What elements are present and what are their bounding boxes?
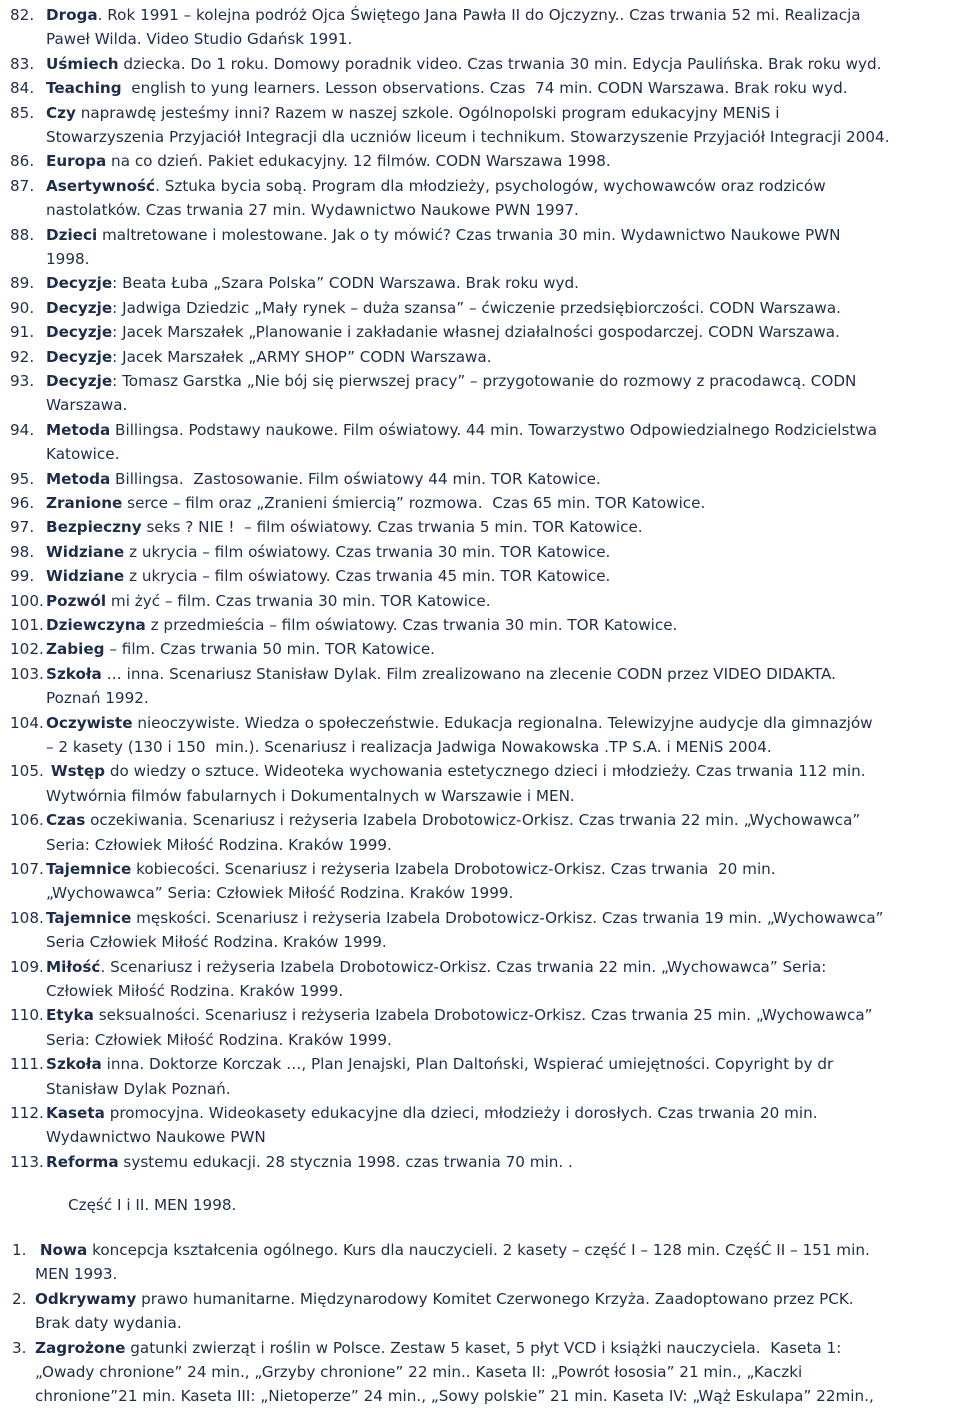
list-item-continuation bbox=[46, 247, 89, 271]
item-title-bold: Miłość bbox=[46, 957, 101, 976]
item-text: nastolatków. Czas trwania 27 min. Wydawnictwo Naukowe PWN 1997. bbox=[46, 201, 579, 220]
list-item-continuation bbox=[46, 1028, 392, 1052]
item-title-bold: Teaching bbox=[46, 79, 122, 98]
item-title-bold: Decyzje bbox=[46, 372, 113, 390]
item-number: 110. bbox=[10, 1006, 44, 1025]
item-title-bold: Dziewczyna bbox=[46, 616, 146, 634]
list-item-continuation bbox=[46, 735, 772, 759]
list-item-line bbox=[46, 271, 579, 295]
list-item-line bbox=[46, 1150, 573, 1174]
item-text: : Beata Łuba „Szara Polska” CODN Warszawa. Brak roku wyd. bbox=[112, 274, 579, 293]
list-item-line bbox=[46, 296, 841, 320]
item-text: . Rok 1991 – kolejna podróż Ojca Świętego Jana Pawła II do Ojczyzny.. Czas trwania 52 mi. Realizacja bbox=[97, 6, 861, 24]
item-title-bold: Odkrywamy bbox=[35, 1289, 137, 1308]
list-item-continuation bbox=[46, 930, 387, 954]
list-item-line bbox=[46, 174, 826, 198]
list-item-line bbox=[46, 1101, 818, 1125]
item-text: english to yung learners. Lesson observations. Czas 74 min. CODN Warszawa. Brak roku wyd. bbox=[121, 79, 848, 98]
item-text: koncepcja kształcenia ogólnego. Kurs dla nauczycieli. 2 kasety – część I – 128 min. CzęśĆ II – 151 min. bbox=[87, 1241, 870, 1259]
list-item-line bbox=[46, 149, 611, 173]
item-title-bold: Uśmiech bbox=[46, 54, 119, 73]
list-item-line bbox=[46, 540, 610, 564]
item-title-bold: Nowa bbox=[39, 1241, 88, 1259]
list-item-line bbox=[46, 52, 882, 76]
list-item-continuation bbox=[46, 881, 513, 905]
item-text: oczekiwania. Scenariusz i reżyseria Izabela Drobotowicz-Orkisz. Czas trwania 22 min. „Wychowawca” bbox=[85, 811, 861, 830]
list-item-line bbox=[46, 491, 705, 515]
item-text: . Scenariusz i reżyseria Izabela Drobotowicz-Orkisz. Czas trwania 22 min. „Wychowawca” Seria: bbox=[100, 957, 827, 976]
item-title-bold: Zagrożone bbox=[35, 1338, 126, 1357]
item-text: systemu edukacji. 28 stycznia 1998. czas trwania 70 min. . bbox=[118, 1152, 573, 1171]
item-number: 112. bbox=[10, 1104, 44, 1122]
item-number: 96. bbox=[10, 494, 35, 512]
list-item-line bbox=[46, 808, 860, 832]
item-number: 83. bbox=[10, 54, 35, 73]
item-number: 93. bbox=[10, 372, 35, 390]
item-text: z ukrycia – film oświatowy. Czas trwania 30 min. TOR Katowice. bbox=[124, 542, 611, 561]
item-title-bold: Tajemnice bbox=[46, 908, 132, 927]
item-number: 3. bbox=[12, 1338, 27, 1357]
item-number: 84. bbox=[10, 79, 35, 98]
item-title-bold: Decyzje bbox=[46, 274, 113, 293]
item-number: 108. bbox=[10, 908, 44, 927]
item-text: Seria Człowiek Miłość Rodzina. Kraków 1999. bbox=[46, 933, 387, 952]
list-item-continuation bbox=[35, 1311, 182, 1335]
list-item-continuation bbox=[46, 833, 392, 857]
list-item-line bbox=[35, 1238, 870, 1262]
list-item-continuation bbox=[46, 784, 575, 808]
item-text: chronione”21 min. Kaseta III: „Nietoperze” 24 min., „Sowy polskie” 21 min. Kaseta IV: „Wąż Eskulapa” 22min., bbox=[35, 1387, 874, 1406]
list-item-line bbox=[46, 857, 776, 881]
list-item-line bbox=[46, 1003, 873, 1027]
item-title-bold: Droga bbox=[46, 6, 98, 24]
item-text: : Jadwiga Dziedzic „Mały rynek – duża szansa” – ćwiczenie przedsiębiorczości. CODN Warszawa. bbox=[112, 298, 841, 317]
list-item-line bbox=[46, 369, 856, 393]
list-item-line bbox=[46, 1052, 833, 1076]
item-number: 113. bbox=[10, 1152, 44, 1171]
list-item-line bbox=[46, 613, 677, 637]
item-number: 100. bbox=[10, 591, 44, 610]
item-number: 97. bbox=[10, 518, 35, 537]
item-text: „Wychowawca” Seria: Człowiek Miłość Rodzina. Kraków 1999. bbox=[46, 884, 514, 903]
item-text: na co dzień. Pakiet edukacyjny. 12 filmów. CODN Warszawa 1998. bbox=[106, 152, 611, 171]
item-text: męskości. Scenariusz i reżyseria Izabela Drobotowicz-Orkisz. Czas trwania 19 min. „Wychowawca” bbox=[131, 908, 884, 927]
item-title-bold: Oczywiste bbox=[46, 713, 133, 732]
item-text: Stowarzyszenia Przyjaciół Integracji dla uczniów liceum i technikum. Stowarzyszenie Przyjaciół Integracji 2004. bbox=[46, 128, 890, 146]
list-item-line bbox=[35, 1287, 854, 1311]
item-title-bold: Szkoła bbox=[46, 1055, 102, 1074]
item-title-bold: Zabieg bbox=[46, 640, 105, 659]
item-number: 94. bbox=[10, 420, 35, 439]
item-text: gatunki zwierząt i roślin w Polsce. Zestaw 5 kaset, 5 płyt VCD i książki nauczyciela. Kaseta 1: bbox=[125, 1338, 842, 1357]
list-item-line bbox=[46, 589, 491, 613]
list-item-continuation bbox=[35, 1360, 802, 1384]
item-number: 85. bbox=[10, 103, 35, 122]
item-number: 109. bbox=[10, 957, 44, 976]
item-text: prawo humanitarne. Międzynarodowy Komitet Czerwonego Krzyża. Zaadoptowano przez PCK. bbox=[136, 1289, 854, 1308]
list-item-line bbox=[46, 711, 873, 735]
item-title-bold: Dzieci bbox=[46, 225, 98, 244]
list-item-line bbox=[46, 223, 841, 247]
item-title-bold: Widziane bbox=[46, 542, 125, 561]
item-text: … inna. Scenariusz Stanisław Dylak. Film zrealizowano na zlecenie CODN przez VIDEO DIDAKTA. bbox=[101, 664, 836, 683]
item-text: Brak daty wydania. bbox=[35, 1314, 182, 1333]
list-item-line bbox=[46, 955, 826, 979]
item-title-bold: Czas bbox=[46, 811, 86, 830]
item-number: 87. bbox=[10, 176, 35, 195]
item-text: MEN 1993. bbox=[35, 1265, 118, 1284]
item-title-bold: Wstęp bbox=[50, 762, 106, 781]
list-item-line bbox=[46, 418, 877, 442]
list-item-line bbox=[46, 320, 840, 344]
item-text: do wiedzy o sztuce. Wideoteka wychowania estetycznego dzieci i młodzieży. Czas trwania 112 min. bbox=[105, 762, 866, 781]
item-title-bold: Pozwól bbox=[46, 591, 107, 610]
item-number: 86. bbox=[10, 152, 35, 171]
item-text: Warszawa. bbox=[46, 396, 128, 415]
item-number: 107. bbox=[10, 860, 44, 878]
list-item-continuation bbox=[35, 1262, 117, 1286]
item-number: 102. bbox=[10, 640, 44, 659]
item-title-bold: Etyka bbox=[46, 1006, 94, 1025]
list-item-line bbox=[46, 3, 861, 27]
list-item-line bbox=[46, 637, 435, 661]
item-text: : Jacek Marszałek „ARMY SHOP” CODN Warszawa. bbox=[112, 347, 492, 366]
item-text: naprawdę jesteśmy inni? Razem w naszej szkole. Ogólnopolski program edukacyjny MENiS i bbox=[75, 103, 780, 122]
item-text: Poznań 1992. bbox=[46, 689, 149, 708]
item-title-bold: Czy bbox=[46, 103, 76, 122]
list-item-continuation bbox=[46, 686, 149, 710]
item-title-bold: Asertywność bbox=[46, 176, 156, 195]
item-text: inna. Doktorze Korczak …, Plan Jenajski, Plan Daltoński, Wspierać umiejętności. Copyright by dr bbox=[101, 1055, 834, 1074]
item-title-bold: Reforma bbox=[46, 1152, 119, 1171]
item-number: 89. bbox=[10, 274, 35, 293]
list-item-continuation bbox=[46, 979, 343, 1003]
item-text: . Sztuka bycia sobą. Program dla młodzieży, psychologów, wychowawców oraz rodziców bbox=[155, 176, 826, 195]
list-item-continuation bbox=[46, 1077, 231, 1101]
item-number: 101. bbox=[10, 616, 44, 634]
item-text: Katowice. bbox=[46, 445, 120, 464]
item-text: Billingsa. Podstawy naukowe. Film oświatowy. 44 min. Towarzystwo Odpowiedzialnego Rodzicielstwa bbox=[110, 420, 878, 439]
item-title-bold: Kaseta bbox=[46, 1104, 105, 1122]
item-number: 111. bbox=[10, 1055, 44, 1074]
list-item-continuation bbox=[46, 198, 579, 222]
item-title-bold: Europa bbox=[46, 152, 107, 171]
item-title-bold: Decyzje bbox=[46, 298, 113, 317]
item-text: Wydawnictwo Naukowe PWN bbox=[46, 1128, 266, 1147]
item-number: 103. bbox=[10, 664, 44, 683]
item-text: Wytwórnia filmów fabularnych i Dokumentalnych w Warszawie i MEN. bbox=[46, 786, 575, 805]
item-text: : Tomasz Garstka „Nie bój się pierwszej pracy” – przygotowanie do rozmowy z pracodawcą. CODN bbox=[112, 372, 857, 390]
list-item-line bbox=[46, 101, 780, 125]
item-title-bold: Widziane bbox=[46, 567, 125, 586]
item-title-bold: Szkoła bbox=[46, 664, 102, 683]
item-text: nieoczywiste. Wiedza o społeczeństwie. Edukacja regionalna. Telewizyjne audycje dla gimnazjów bbox=[132, 713, 873, 732]
list-item-continuation bbox=[35, 1384, 874, 1408]
item-text: z przedmieścia – film oświatowy. Czas trwania 30 min. TOR Katowice. bbox=[145, 616, 678, 634]
list-item-line bbox=[46, 515, 643, 539]
item-text: Człowiek Miłość Rodzina. Kraków 1999. bbox=[46, 982, 344, 1000]
item-title-bold: Metoda bbox=[46, 420, 111, 439]
list-item-line bbox=[35, 1336, 841, 1360]
item-title-bold: Zranione bbox=[46, 494, 123, 512]
list-item-line bbox=[46, 906, 884, 930]
item-text: Billingsa. Zastosowanie. Film oświatowy 44 min. TOR Katowice. bbox=[110, 469, 601, 488]
item-title-bold: Decyzje bbox=[46, 347, 113, 366]
item-number: 82. bbox=[10, 6, 35, 24]
list-item-line bbox=[46, 564, 610, 588]
list-item-continuation bbox=[46, 393, 127, 417]
item-text: seks ? NIE ! – film oświatowy. Czas trwania 5 min. TOR Katowice. bbox=[141, 518, 643, 537]
list-item-line bbox=[46, 345, 492, 369]
list-item-continuation bbox=[46, 125, 890, 149]
item-text: serce – film oraz „Zranieni śmiercią” rozmowa. Czas 65 min. TOR Katowice. bbox=[122, 494, 706, 512]
item-text: : Jacek Marszałek „Planowanie i zakładanie własnej działalności gospodarczej. CODN Warszawa. bbox=[112, 323, 840, 342]
section-heading: Część I i II. MEN 1998. bbox=[68, 1196, 237, 1214]
item-text: kobiecości. Scenariusz i reżyseria Izabela Drobotowicz-Orkisz. Czas trwania 20 min. bbox=[131, 860, 776, 878]
list-item-line bbox=[46, 467, 601, 491]
item-number: 98. bbox=[10, 542, 35, 561]
item-text: – 2 kasety (130 i 150 min.). Scenariusz i realizacja Jadwiga Nowakowska .TP S.A. i MENiS 2004. bbox=[46, 738, 772, 756]
item-text: maltretowane i molestowane. Jak o ty mówić? Czas trwania 30 min. Wydawnictwo Naukowe PWN bbox=[97, 225, 841, 244]
item-text: 1998. bbox=[46, 250, 90, 268]
item-text: promocyjna. Wideokasety edukacyjne dla dzieci, młodzieży i dorosłych. Czas trwania 20 min. bbox=[104, 1104, 818, 1122]
list-item-continuation bbox=[46, 1125, 266, 1149]
item-number: 2. bbox=[12, 1289, 27, 1308]
item-number: 105. bbox=[10, 762, 44, 781]
list-item-continuation bbox=[46, 27, 352, 51]
item-number: 92. bbox=[10, 347, 35, 366]
item-text: seksualności. Scenariusz i reżyseria Izabela Drobotowicz-Orkisz. Czas trwania 25 min. „Wychowawca” bbox=[93, 1006, 873, 1025]
item-title-bold: Metoda bbox=[46, 469, 111, 488]
item-title-bold: Bezpieczny bbox=[46, 518, 142, 537]
item-number: 91. bbox=[10, 323, 35, 342]
list-item-line bbox=[46, 76, 848, 100]
item-text: dziecka. Do 1 roku. Domowy poradnik video. Czas trwania 30 min. Edycja Paulińska. Brak roku wyd. bbox=[118, 54, 882, 73]
item-text: „Owady chronione” 24 min., „Grzyby chronione” 22 min.. Kaseta II: „Powrót łososia” 21 min., „Kaczki bbox=[35, 1363, 803, 1381]
item-number: 106. bbox=[10, 811, 44, 830]
item-number: 104. bbox=[10, 713, 44, 732]
item-title-bold: Tajemnice bbox=[46, 860, 132, 878]
list-item-line bbox=[46, 759, 866, 783]
list-item-line bbox=[46, 662, 836, 686]
item-title-bold: Decyzje bbox=[46, 323, 113, 342]
item-text: – film. Czas trwania 50 min. TOR Katowice. bbox=[104, 640, 435, 659]
item-number: 1. bbox=[12, 1241, 27, 1259]
item-number: 88. bbox=[10, 225, 35, 244]
item-text: Paweł Wilda. Video Studio Gdańsk 1991. bbox=[46, 30, 353, 49]
item-number: 90. bbox=[10, 298, 35, 317]
item-text: Seria: Człowiek Miłość Rodzina. Kraków 1999. bbox=[46, 835, 392, 854]
item-text: mi żyć – film. Czas trwania 30 min. TOR Katowice. bbox=[106, 591, 491, 610]
item-number: 99. bbox=[10, 567, 35, 586]
item-text: Stanisław Dylak Poznań. bbox=[46, 1079, 231, 1098]
item-text: Seria: Człowiek Miłość Rodzina. Kraków 1999. bbox=[46, 1030, 392, 1049]
item-number: 95. bbox=[10, 469, 35, 488]
list-item-continuation bbox=[46, 442, 119, 466]
item-text: z ukrycia – film oświatowy. Czas trwania 45 min. TOR Katowice. bbox=[124, 567, 611, 586]
